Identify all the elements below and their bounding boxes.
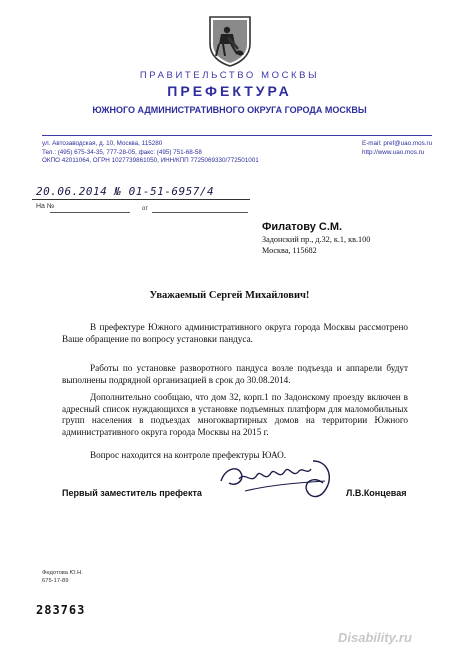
handwritten-signature bbox=[215, 455, 345, 515]
executor-name: Федотова Ю.Н. bbox=[42, 570, 83, 576]
watermark: Disability.ru bbox=[338, 630, 412, 645]
paragraph-1: В префектуре Южного административного округа города Москвы рассмотрено Ваше обращение по вопросу установки пандуса. bbox=[62, 322, 408, 344]
reference-date-line bbox=[152, 212, 248, 213]
district-title: ЮЖНОГО АДМИНИСТРАТИВНОГО ОКРУГА ГОРОДА МОСКВЫ bbox=[92, 105, 367, 115]
recipient-street: Задонский пр., д.32, к.1, кв.100 bbox=[262, 235, 371, 244]
email-line: E-mail: pref@uao.mos.ru bbox=[362, 140, 433, 147]
header-divider bbox=[42, 135, 432, 136]
registration-underline bbox=[32, 199, 250, 200]
signer-name: Л.В.Концевая bbox=[346, 488, 407, 498]
address-line: ул. Автозаводская, д. 10, Москва, 115280 bbox=[42, 140, 163, 147]
reference-date-label: от bbox=[142, 206, 148, 212]
phone-fax-line: Тел.: (495) 675-34-35, 777-28-05, факс: (495) 751-68-58 bbox=[42, 148, 202, 156]
recipient-block bbox=[262, 220, 370, 256]
recipient-name: Филатову С.М. bbox=[262, 221, 343, 233]
web-line: http://www.uao.mos.ru bbox=[362, 148, 425, 156]
reference-number-line bbox=[50, 212, 130, 213]
paragraph-2: Работы по установке разворотного пандуса возле подъезда и аппарели будут выполнены подрядной организацией в срок до 30.08.2014. bbox=[62, 363, 408, 385]
reference-number-label: На № bbox=[36, 203, 55, 210]
paragraph-3: Дополнительно сообщаю, что дом 32, корп.1 по Задонскому проезду включен в адресный список нуждающихся в установке подъемных платформ для маломобильных групп населения в подъездах многоквартирных домов на территории Южного административного округа города Москвы на 2015 г. bbox=[62, 392, 408, 437]
prefecture-title: ПРЕФЕКТУРА bbox=[167, 83, 292, 99]
form-serial-number: 283763 bbox=[36, 603, 86, 617]
paragraph-4: Вопрос находится на контроле префектуры ЮАО. bbox=[90, 450, 287, 460]
codes-line: ОКПО 42011064, ОГРН 1027739861050, ИНН/КПП 7725069330/772501001 bbox=[42, 157, 259, 165]
moscow-coat-of-arms-emblem bbox=[207, 14, 253, 68]
requisites-block bbox=[42, 140, 259, 166]
executor-block bbox=[42, 569, 83, 585]
contacts-block bbox=[362, 140, 432, 157]
registration-number-handwritten: 20.06.2014 № 01-51-6957/4 bbox=[36, 185, 215, 198]
greeting: Уважаемый Сергей Михайлович! bbox=[149, 290, 310, 301]
signer-title: Первый заместитель префекта bbox=[62, 488, 202, 498]
government-title: ПРАВИТЕЛЬСТВО МОСКВЫ bbox=[139, 70, 320, 81]
recipient-city: Москва, 115682 bbox=[262, 246, 317, 255]
executor-phone: 675-17-89 bbox=[42, 578, 69, 584]
